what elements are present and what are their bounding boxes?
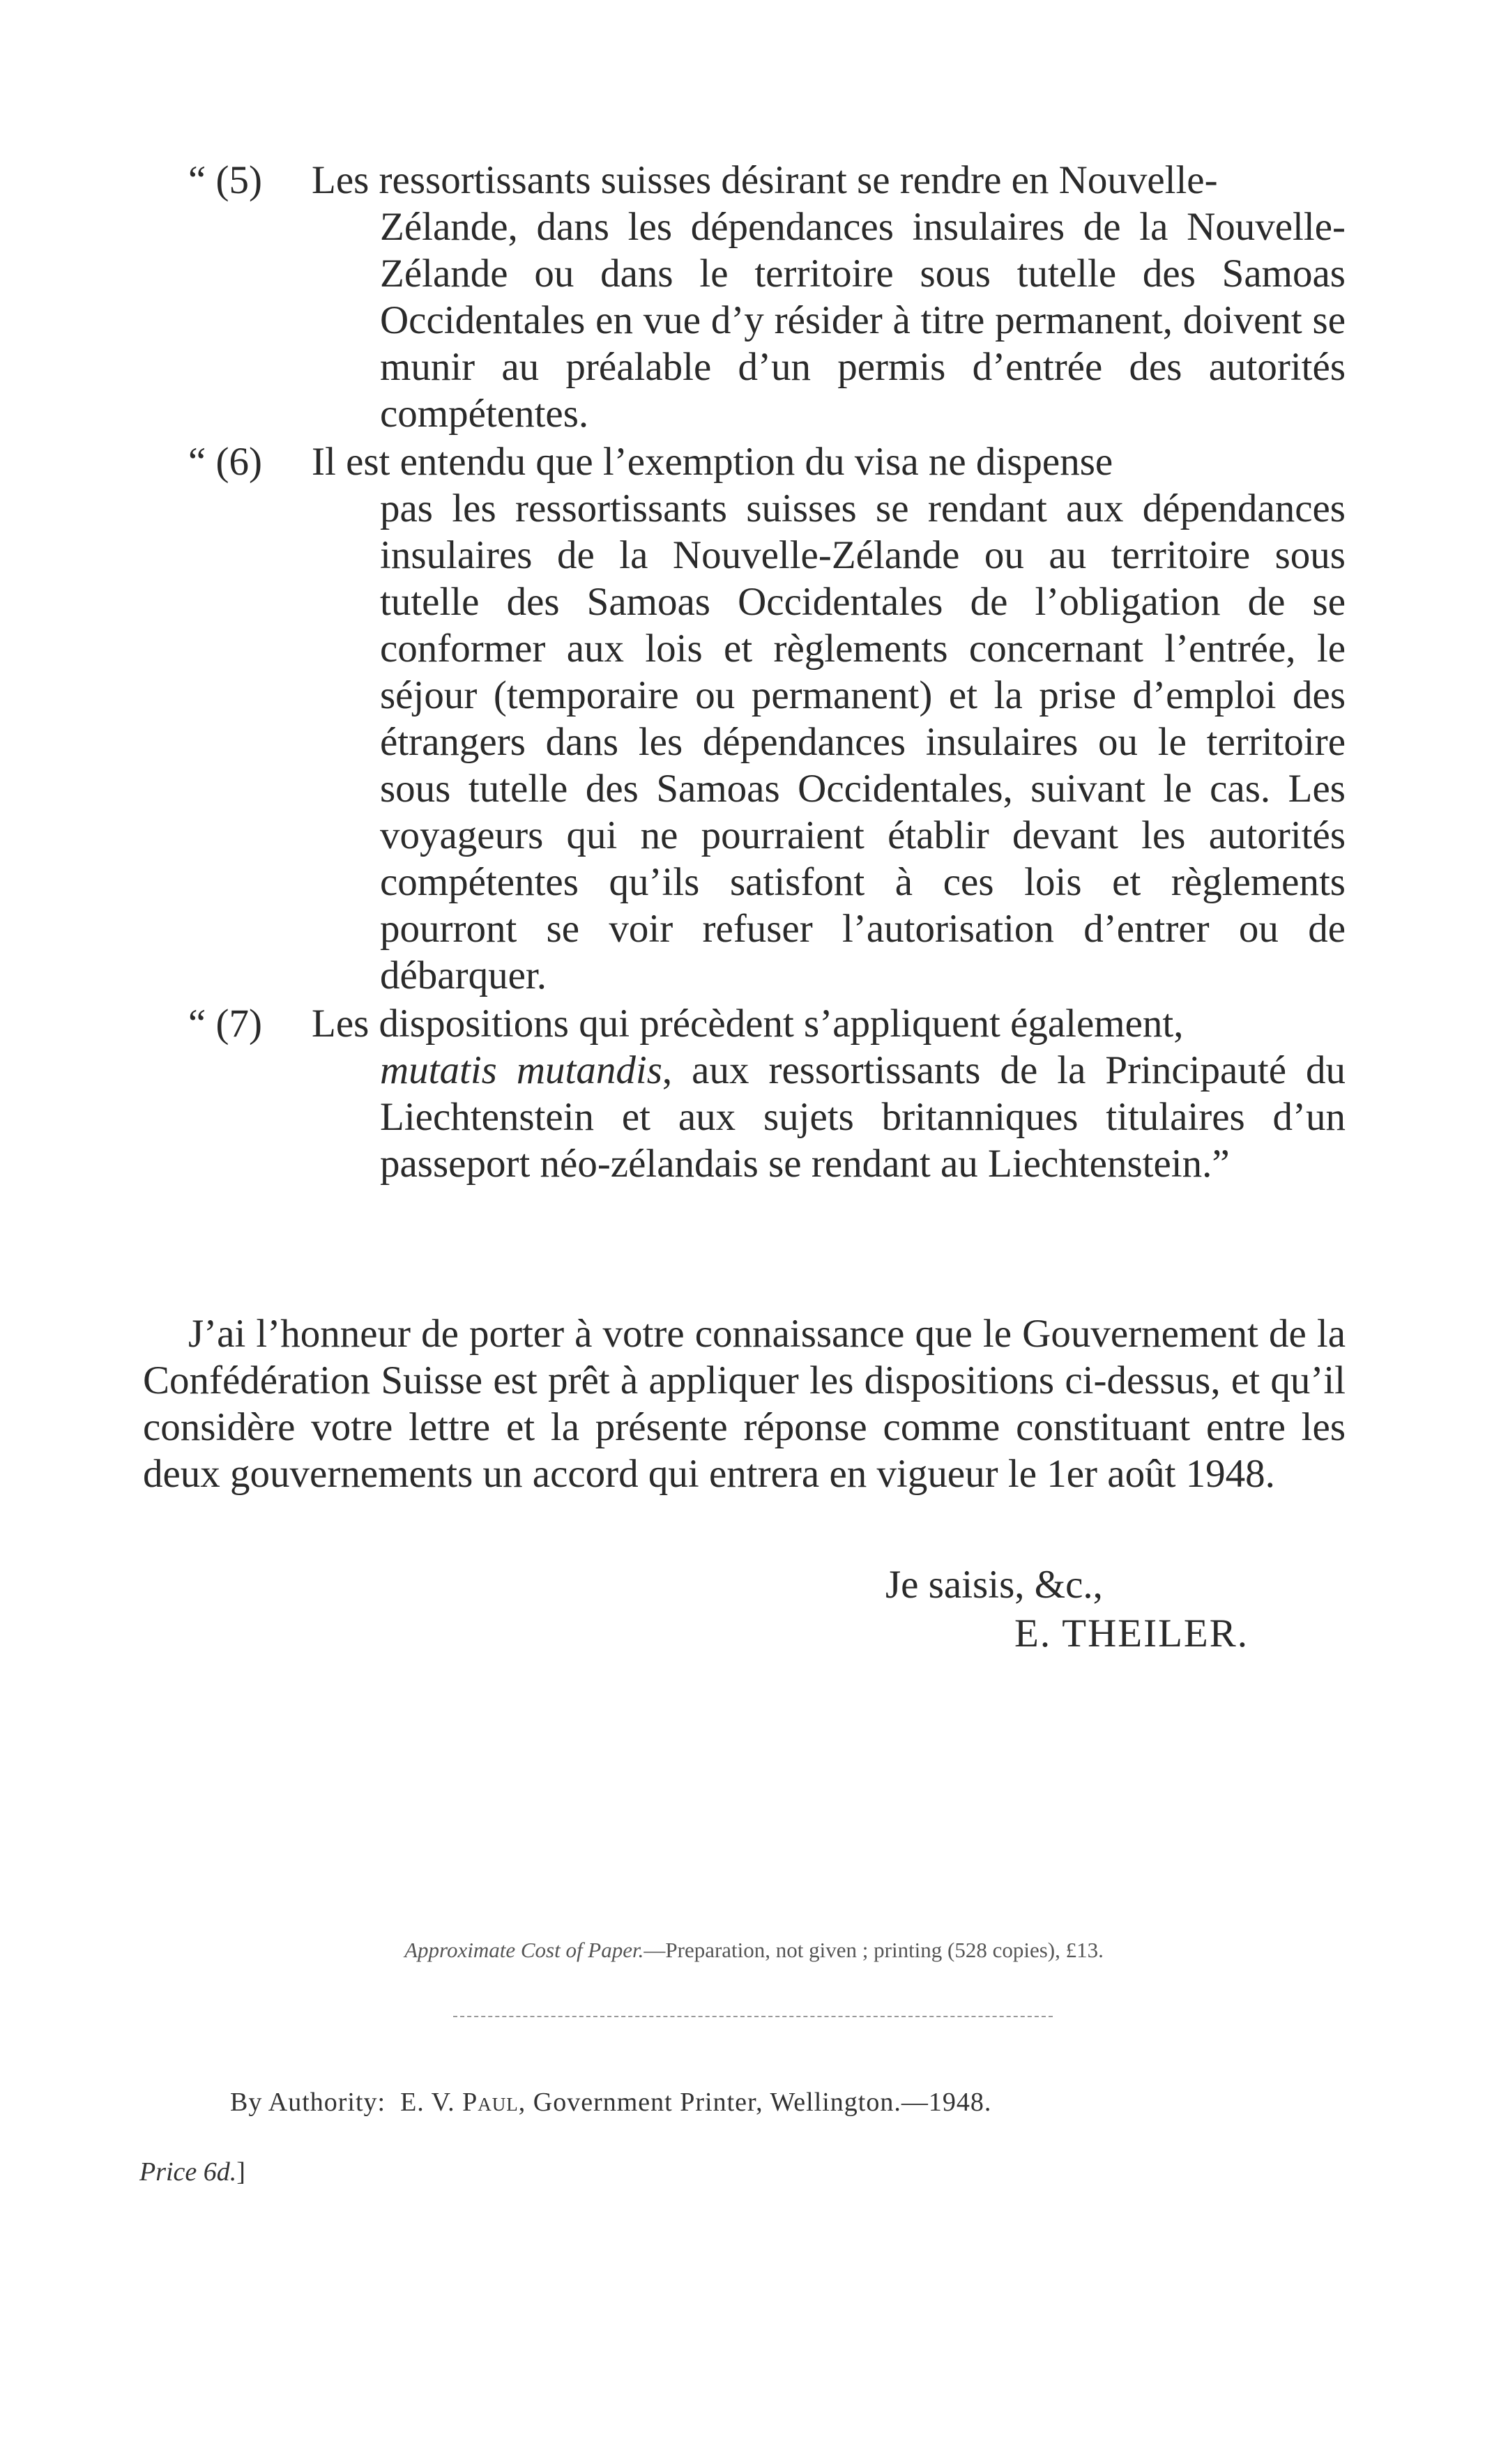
latin-phrase: mutatis mutandis [380,1048,662,1092]
clause-body: Zélande, dans les dépendances insulaires de la Nouvelle-Zélande ou dans le territoire sous tutelle des Samoas Occidentales en vue d’y résider à titre permanent, doivent se munir au préalable d’un permis d’entrée des autorités compétentes. [380,205,1346,436]
clause-first-line: Les ressortissants suisses désirant se rendre en Nouvelle- [312,158,1218,202]
clause-7 [188,1000,1346,1187]
price-bracket: ] [236,2157,245,2187]
reply-paragraph: J’ai l’honneur de porter à votre connaissance que le Gouvernement de la Confédération Suisse est prêt à appliquer les dispositions ci-dessus, et qu’il considère votre lettre et la présente réponse comme constituant entre les deux gouvernements un accord qui entrera en vigueur le 1er août 1948. [143,1312,1346,1496]
clause-5 [188,157,1346,437]
imprint-suffix: Government Printer, Wellington.—1948. [533,2088,992,2117]
price-text: Price 6d. [139,2157,237,2187]
clause-first-line: Il est entendu que l’exemption du visa ne dispense [312,440,1113,484]
clause-number: “ (6) [188,440,263,484]
clause-body [380,1047,1346,1187]
cost-note [0,1936,1508,1964]
clause-body: pas les ressortissants suisses se rendant aux dépendances insulaires de la Nouvelle-Zélande ou au territoire sous tutelle des Samoas Occidentales de l’obligation de se conformer aux lois et règlements concernant l’entrée, le séjour (temporaire ou permanent) et la prise d’emploi des étrangers dans les dépendances insulaires ou le territoire sous tutelle des Samoas Occidentales, suivant le cas. Les voyageurs qui ne pourraient établir devant les autorités compétentes qu’ils satisfont à ces lois et règlements pourront se voir refuser l’autorisation d’entrer ou de débarquer. [380,487,1346,997]
closing-formula: Je saisis, &c., [885,1563,1103,1607]
clause-first-line: Les dispositions qui précèdent s’appliquent également, [312,1002,1184,1046]
price [139,2155,245,2189]
clause-body-text: , aux ressortissants de la Principauté du Liechtenstein et aux sujets britanniques titulaires d’un passeport néo-zélandais se rendant au Liechtenstein.” [380,1048,1346,1186]
printer-imprint [230,2086,991,2119]
signature: E. THEILER. [1014,1612,1249,1655]
clause-6 [188,438,1346,999]
divider [453,2016,1053,2017]
imprint-prefix: By Authority: [230,2088,386,2117]
clause-list [188,157,1346,1188]
clause-number: “ (5) [188,158,263,202]
cost-note-label: Approximate Cost of Paper. [404,1938,644,1962]
clause-number: “ (7) [188,1002,263,1046]
cost-note-text: —Preparation, not given ; printing (528 copies), £13. [643,1938,1104,1962]
imprint-printer-name: E. V. Paul, [400,2088,526,2117]
